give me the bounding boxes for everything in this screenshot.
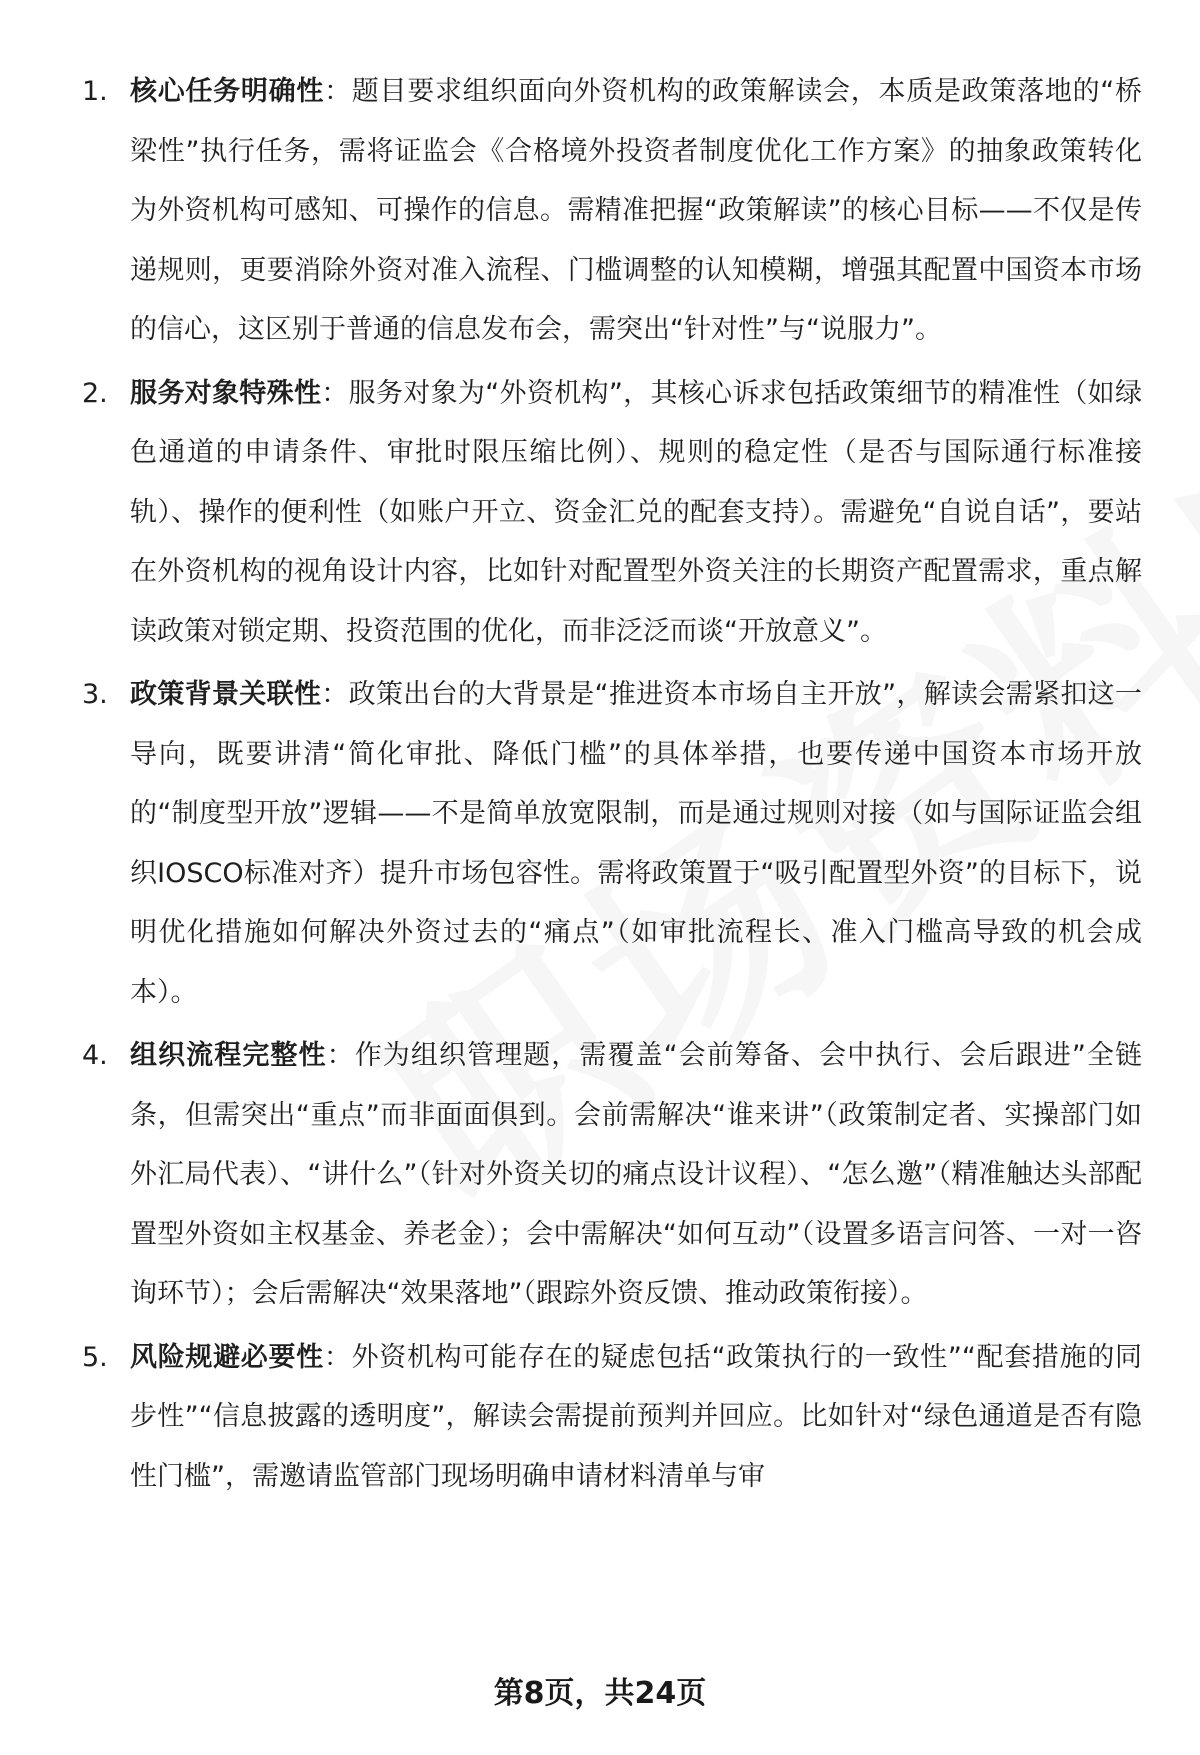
list-item [82, 364, 1142, 662]
item-separator: ： [324, 76, 352, 107]
item-text: 题目要求组织面向外资机构的政策解读会，本质是政策落地的“桥梁性”执行任务，需将证监会《合格境外投资者制度优化工作方案》的抽象政策转化为外资机构可感知、可操作的信息。需精准把握“政策解读”的核心目标——不仅是传递规则，更要消除外资对准入流程、门槛调整的认知模糊，增强其配置中国资本市场的信心，这区别于普通的信息发布会，需突出“针对性”与“说服力”。 [130, 76, 1143, 345]
item-term: 政策背景关联性 [130, 679, 322, 710]
item-separator: ： [326, 1040, 355, 1071]
item-text: 政策出台的大背景是“推进资本市场自主开放”，解读会需紧扣这一导向，既要讲清“简化审批、降低门槛”的具体举措，也要传递中国资本市场开放的“制度型开放”逻辑——不是简单放宽限制，而是通过规则对接（如与国际证监会组织IOSCO标准对齐）提升市场包容性。需将政策置于“吸引配置型外资”的目标下，说明优化措施如何解决外资过去的“痛点”（如审批流程长、准入门槛高导致的机会成本）。 [130, 679, 1143, 1008]
list-item [82, 1328, 1142, 1507]
item-term: 组织流程完整性 [130, 1040, 327, 1071]
analysis-list [82, 62, 1142, 1510]
item-separator: ： [321, 679, 349, 710]
item-number: 5. [82, 1341, 108, 1373]
list-item [82, 1026, 1142, 1324]
item-number: 1. [82, 76, 108, 107]
page-footer: 第8页，共24页 [493, 1676, 707, 1711]
item-number: 3. [82, 679, 108, 710]
list-item [82, 62, 1142, 360]
item-term: 服务对象特殊性 [130, 377, 322, 409]
list-item [82, 665, 1142, 1022]
item-number: 4. [82, 1040, 108, 1071]
item-term: 风险规避必要性 [130, 1341, 324, 1373]
item-text: 服务对象为“外资机构”，其核心诉求包括政策细节的精准性（如绿色通道的申请条件、审批时限压缩比例）、规则的稳定性（是否与国际通行标准接轨）、操作的便利性（如账户开立、资金汇兑的配套支持）。需避免“自说自话”，要站在外资机构的视角设计内容，比如针对配置型外资关注的长期资产配置需求，重点解读政策对锁定期、投资范围的优化，而非泛泛而谈“开放意义”。 [130, 377, 1143, 647]
item-separator: ： [321, 377, 349, 409]
item-text: 作为组织管理题，需覆盖“会前筹备、会中执行、会后跟进”全链条，但需突出“重点”而非面面俱到。会前需解决“谁来讲”（政策制定者、实操部门如外汇局代表）、“讲什么”（针对外资关切的痛点设计议程）、“怎么邀”（精准触达头部配置型外资如主权基金、养老金）；会中需解决“如何互动”（设置多语言问答、一对一咨询环节）；会后需解决“效果落地”（跟踪外资反馈、推动政策衔接）。 [130, 1040, 1143, 1309]
item-number: 2. [82, 377, 108, 409]
item-separator: ： [323, 1341, 352, 1373]
item-term: 核心任务明确性 [130, 76, 325, 107]
item-text: 外资机构可能存在的疑虑包括“政策执行的一致性”“配套措施的同步性”“信息披露的透明度”，解读会需提前预判并回应。比如针对“绿色通道是否有隐性门槛”，需邀请监管部门现场明确申请材料清单与审 [130, 1341, 1143, 1492]
